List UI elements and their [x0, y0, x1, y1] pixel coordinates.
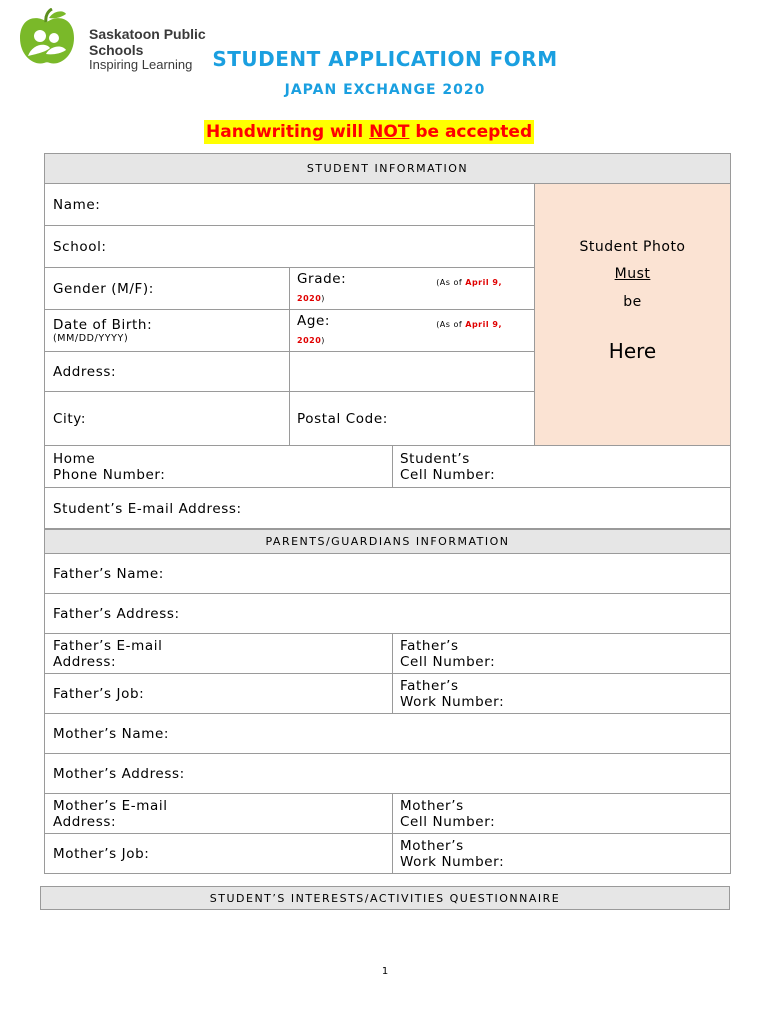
- mother-work-label-2: Work Number:: [400, 854, 505, 870]
- home-phone-field[interactable]: [45, 446, 392, 488]
- student-email-field[interactable]: Student’s E-mail Address:: [53, 500, 242, 517]
- student-photo-area[interactable]: [534, 184, 730, 446]
- father-cell-label-1: Father’s: [400, 637, 459, 654]
- parents-info-header: PARENTS/GUARDIANS INFORMATION: [44, 529, 731, 554]
- student-cell-label-2: Cell Number:: [400, 466, 496, 483]
- mother-cell-label-2: Cell Number:: [400, 813, 496, 830]
- photo-text-2: Must: [614, 266, 651, 282]
- age-note-post: ): [321, 335, 325, 345]
- page-number: 1: [381, 966, 389, 977]
- warning-emphasis: NOT: [369, 122, 410, 142]
- home-phone-label-1: Home: [53, 450, 96, 467]
- father-email-field[interactable]: [45, 634, 392, 674]
- school-field[interactable]: School:: [45, 226, 534, 268]
- handwriting-warning: [204, 120, 534, 144]
- photo-text-3: be: [623, 294, 642, 310]
- age-field[interactable]: [289, 310, 534, 352]
- form-title: STUDENT APPLICATION FORM: [212, 47, 558, 71]
- gender-field[interactable]: Gender (M/F):: [45, 268, 289, 310]
- photo-text-4: Here: [608, 339, 657, 363]
- mother-cell-field[interactable]: [392, 794, 730, 834]
- grade-label: Grade:: [297, 270, 347, 287]
- age-note: [436, 317, 502, 333]
- mother-work-label-1: Mother’s: [400, 838, 464, 854]
- dob-label: Date of Birth:: [53, 316, 153, 333]
- mother-email-field[interactable]: [45, 794, 392, 834]
- warning-post: be accepted: [409, 122, 533, 142]
- grade-note-date: April 9,: [465, 277, 502, 287]
- father-email-label-2: Address:: [53, 653, 117, 670]
- divider: [392, 794, 393, 874]
- grade-note-pre: (As of: [436, 277, 466, 287]
- father-work-label-2: Work Number:: [400, 693, 505, 710]
- age-note-date: April 9,: [465, 319, 502, 329]
- logo-line-1: Saskatoon Public Schools: [89, 26, 206, 58]
- warning-pre: Handwriting will: [206, 122, 370, 142]
- father-address-field[interactable]: Father’s Address:: [45, 594, 730, 634]
- dob-field[interactable]: [45, 310, 289, 352]
- mother-work-field[interactable]: [392, 834, 730, 874]
- photo-text-1: Student Photo: [579, 239, 686, 255]
- father-job-field[interactable]: Father’s Job:: [45, 674, 392, 714]
- divider: [289, 268, 290, 446]
- mother-email-label-1: Mother’s E-mail: [53, 797, 168, 814]
- age-note-pre: (As of: [436, 319, 466, 329]
- grade-note-line2: [297, 291, 325, 307]
- form-subtitle: JAPAN EXCHANGE 2020: [284, 82, 486, 98]
- mother-name-field[interactable]: Mother’s Name:: [45, 714, 730, 754]
- mother-cell-label-1: Mother’s: [400, 797, 464, 814]
- grade-note-year: 2020: [297, 293, 322, 303]
- father-cell-label-2: Cell Number:: [400, 653, 496, 670]
- mother-address-field[interactable]: Mother’s Address:: [45, 754, 730, 794]
- grade-field[interactable]: [289, 268, 534, 310]
- grade-note-post: ): [321, 293, 325, 303]
- father-email-label-1: Father’s E-mail: [53, 637, 163, 654]
- grade-note: [436, 275, 502, 291]
- divider: [392, 634, 393, 714]
- age-note-line2: [297, 333, 325, 349]
- address-field[interactable]: Address:: [45, 352, 534, 392]
- mother-job-field[interactable]: Mother’s Job:: [53, 846, 150, 862]
- interests-header: STUDENT’S INTERESTS/ACTIVITIES QUESTIONNAIRE: [40, 886, 730, 910]
- age-note-year: 2020: [297, 335, 322, 345]
- father-work-label-1: Father’s: [400, 677, 459, 694]
- father-work-field[interactable]: [392, 674, 730, 714]
- divider: [392, 446, 393, 488]
- postal-code-field[interactable]: Postal Code:: [289, 392, 534, 446]
- student-cell-label-1: Student’s: [400, 450, 470, 467]
- student-cell-field[interactable]: [392, 446, 730, 488]
- mother-email-label-2: Address:: [53, 813, 117, 830]
- city-field[interactable]: City:: [45, 392, 289, 446]
- name-field[interactable]: Name:: [45, 184, 534, 226]
- father-cell-field[interactable]: [392, 634, 730, 674]
- home-phone-label-2: Phone Number:: [53, 466, 166, 483]
- logo-line-2: Inspiring Learning: [89, 57, 193, 72]
- father-name-field[interactable]: Father’s Name:: [45, 554, 730, 594]
- student-info-header: STUDENT INFORMATION: [44, 153, 731, 184]
- age-label: Age:: [297, 312, 331, 329]
- dob-format: (MM/DD/YYYY): [53, 332, 129, 344]
